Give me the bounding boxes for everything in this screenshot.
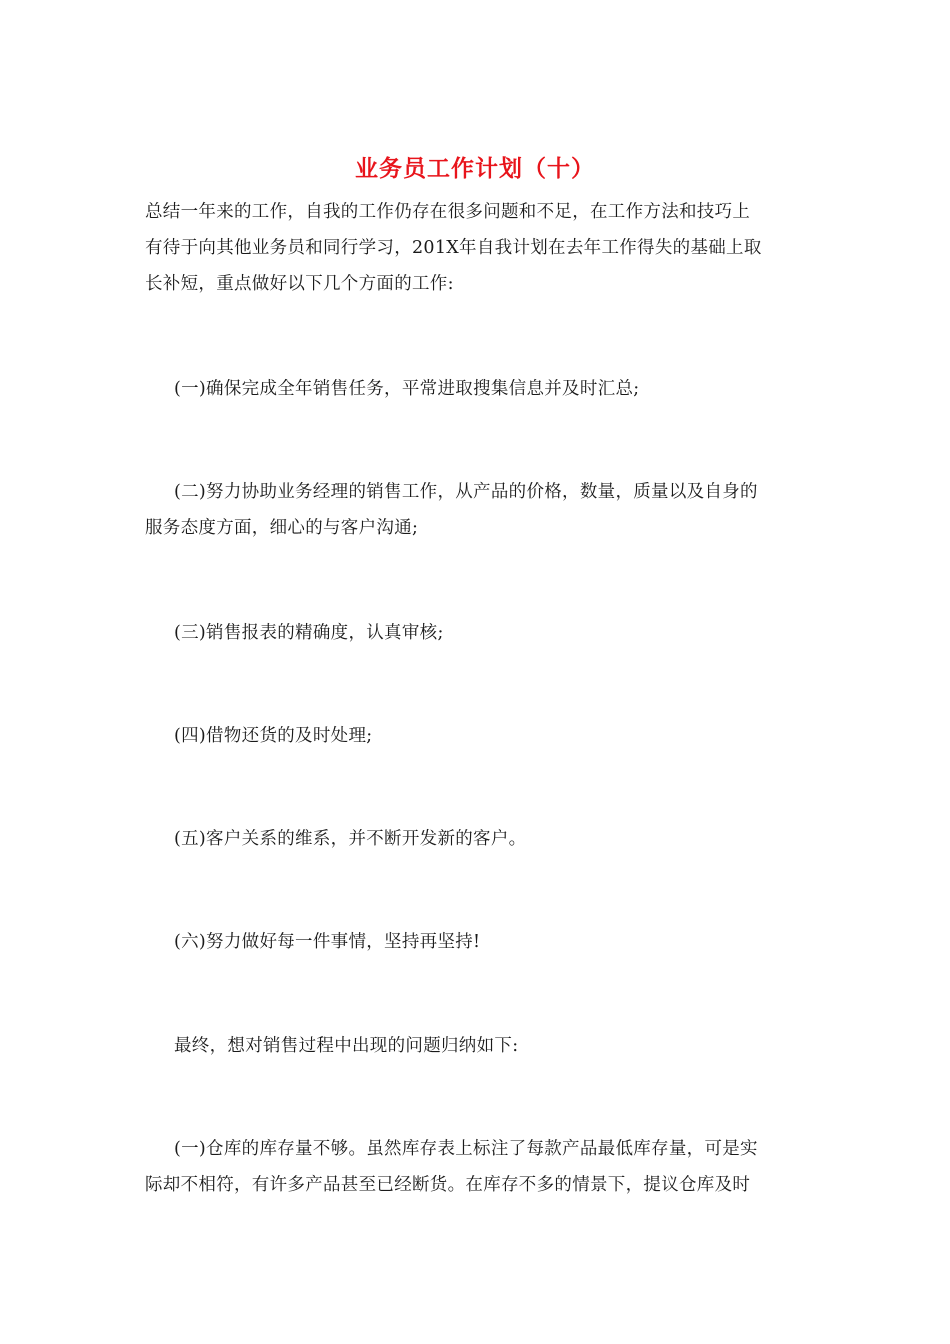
plan-item-line: (二)努力协助业务经理的销售工作，从产品的价格，数量，质量以及自身的: [174, 482, 758, 502]
plan-item-line: (六)努力做好每一件事情，坚持再坚持!: [174, 932, 481, 952]
plan-item-line: (五)客户关系的维系，并不断开发新的客户。: [174, 829, 527, 849]
intro-line: 长补短，重点做好以下几个方面的工作:: [145, 274, 454, 294]
plan-item-line: (一)确保完成全年销售任务，平常进取搜集信息并及时汇总;: [174, 379, 640, 399]
plan-item-line: (三)销售报表的精确度，认真审核;: [174, 623, 444, 643]
plan-item-line: 服务态度方面，细心的与客户沟通;: [145, 518, 419, 538]
plan-item-3: [145, 615, 807, 651]
problem-item-line: (一)仓库的库存量不够。虽然库存表上标注了每款产品最低库存量，可是实: [174, 1139, 758, 1159]
plan-item-5: [145, 821, 807, 857]
intro-line: 总结一年来的工作，自我的工作仍存在很多问题和不足，在工作方法和技巧上: [145, 202, 751, 222]
plan-item-2: [145, 474, 807, 546]
plan-item-line: (四)借物还货的及时处理;: [174, 726, 373, 746]
plan-item-6: [145, 924, 807, 960]
plan-item-4: [145, 718, 807, 754]
summary-intro: [145, 1028, 807, 1064]
plan-item-1: [145, 371, 807, 407]
problem-item-line: 际却不相符，有许多产品甚至已经断货。在库存不多的情景下，提议仓库及时: [145, 1175, 751, 1195]
intro-paragraph: [145, 194, 807, 302]
document-title: 业务员工作计划（十）: [355, 155, 595, 182]
intro-line: 有待于向其他业务员和同行学习，201X年自我计划在去年工作得失的基础上取: [145, 238, 762, 258]
summary-intro-line: 最终，想对销售过程中出现的问题归纳如下:: [174, 1036, 519, 1056]
problem-item-1: [145, 1131, 807, 1203]
